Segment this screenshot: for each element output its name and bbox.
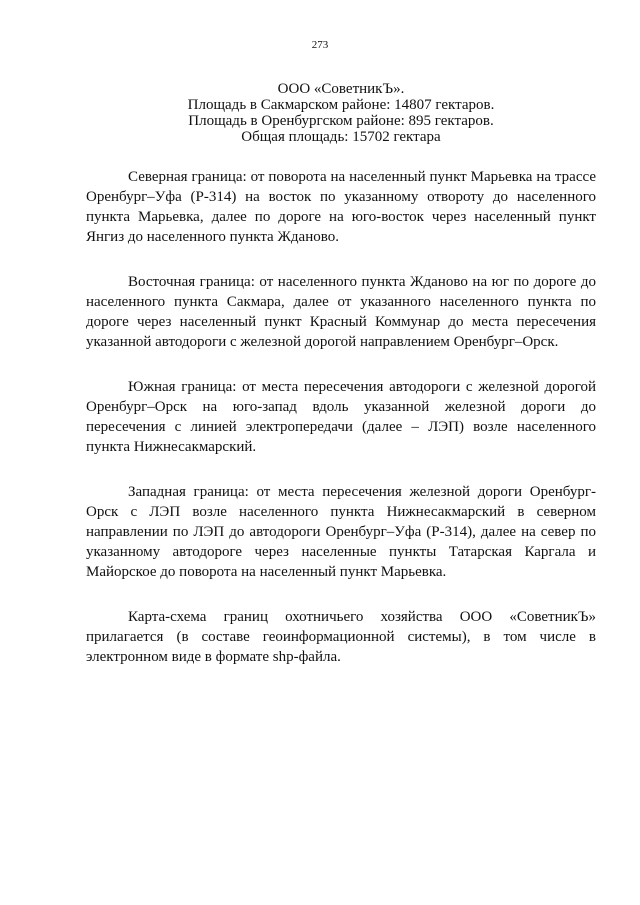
paragraph-southern-border: Южная граница: от места пересечения автодороги с железной дорогой Оренбург–Орск на юго-запад вдоль указанной железной дороги до пересечения с линией электропередачи (далее – ЛЭП) возле населенного пункта Нижнесакмарский. bbox=[86, 379, 596, 455]
page-number: 273 bbox=[311, 39, 329, 51]
paragraph-northern-border: Северная граница: от поворота на населенный пункт Марьевка на трассе Оренбург–Уфа (Р-314) на восток по указанному отвороту до населенного пункта Марьевка, далее по дороге на юго-восток через населенный пункт Янгиз до населенного пункта Ждановo. bbox=[86, 169, 596, 245]
paragraph-western-border: Западная граница: от места пересечения железной дороги Оренбург-Орск с ЛЭП возле населенного пункта Нижнесакмарский в северном направлении по ЛЭП до автодороги Оренбург–Уфа (Р-314), далее на север по указанному автодороге через населенные пункты Татарская Каргала и Майорское до поворота на населенный пункт Марьевка. bbox=[86, 484, 596, 580]
paragraph-eastern-border: Восточная граница: от населенного пункта Ждановo на юг по дороге до населенного пункта Сакмара, далее от указанного населенного пункта по дороге через населенный пункт Красный Коммунар до места пересечения указанной автодороги с железной дорогой направлением Оренбург–Орск. bbox=[86, 274, 596, 350]
header-area-sakmara: Площадь в Сакмарском районе: 14807 гектаров. bbox=[187, 97, 495, 113]
header-total-area: Общая площадь: 15702 гектара bbox=[241, 129, 441, 145]
paragraph-map-note: Карта-схема границ охотничьего хозяйства ООО «СоветникЪ» прилагается (в составе геоинформационной системы), в том числе в электронном виде в формате shp-файла. bbox=[86, 609, 596, 665]
header-organization: ООО «СоветникЪ». bbox=[277, 81, 405, 97]
header-area-orenburg: Площадь в Оренбургском районе: 895 гектаров. bbox=[188, 113, 494, 129]
document-body bbox=[86, 167, 596, 692]
document-header bbox=[86, 81, 596, 145]
